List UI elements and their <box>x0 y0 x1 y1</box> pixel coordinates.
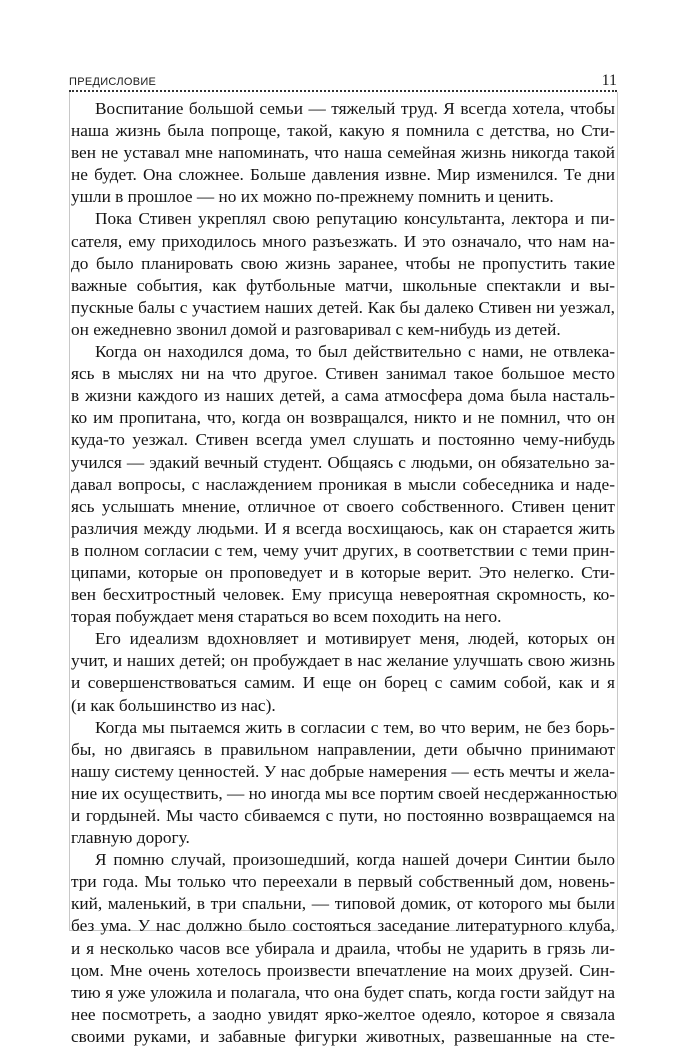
text-line: не будет. Она сложнее. Больше давления извне. Мир изменился. Те дни <box>71 165 615 185</box>
page-number: 11 <box>601 72 617 89</box>
text-line: торая побуждает меня стараться во всем походить на него. <box>71 607 502 627</box>
section-title: ПРЕДИСЛОВИЕ <box>69 76 157 88</box>
text-line: давал вопросы, с наслаждением проникая в мысли собеседника и наде- <box>71 474 615 494</box>
text-line: и я несколько часов все убирала и драила, чтобы не ударить в грязь ли- <box>71 938 615 958</box>
text-line: цом. Мне очень хотелось произвести впечатление на моих друзей. Син- <box>71 960 615 980</box>
text-line: кий, маленький, в три спальни, — типовой домик, от которого мы были <box>71 894 615 914</box>
paragraph <box>71 628 615 716</box>
text-line: в жизни каждого из наших детей, а сама атмосфера дома была насталь- <box>71 386 615 406</box>
text-line: до было планировать свою жизнь заранее, чтобы не пропустить такие <box>71 253 615 273</box>
text-line: Его идеализм вдохновляет и мотивирует меня, людей, которых он <box>95 629 615 649</box>
page-frame-right <box>617 92 618 930</box>
text-line: различия между людьми. И я всегда восхищаюсь, как он старается жить <box>71 518 615 538</box>
text-line: Когда мы пытаемся жить в согласии с тем, во что верим, не без борь- <box>95 717 615 737</box>
text-line: пускные балы с участием наших детей. Как бы далеко Стивен ни уезжал, <box>71 297 615 317</box>
text-line: три года. Мы только что переехали в первый собственный дом, новень- <box>71 872 615 892</box>
text-line: важные события, как футбольные матчи, школьные спектакли и вы- <box>71 275 615 295</box>
text-line: без ума. У нас должно было состояться заседание литературного клуба, <box>71 916 615 936</box>
text-line: сателя, ему приходилось много разъезжать. И это означало, что нам на- <box>71 231 615 251</box>
text-line: Воспитание большой семьи — тяжелый труд. Я всегда хотела, чтобы <box>95 99 615 118</box>
text-line: ние их осуществить, — но иногда мы все портим своей несдержанностью <box>71 783 618 803</box>
text-line: ясь в мыслях ни на что другое. Стивен занимал такое большое место <box>71 364 615 384</box>
text-line: нее посмотреть, а заодно увидят ярко-желтое одеяло, которое я связала <box>71 1004 615 1024</box>
text-line: Я помню случай, произошедший, когда нашей дочери Синтии было <box>95 850 615 870</box>
text-line: учит, и наших детей; он пробуждает в нас желание улучшать свою жизнь <box>71 651 615 671</box>
paragraph <box>71 98 615 208</box>
text-line: вен бесхитростный человек. Ему присуща невероятная скромность, ко- <box>71 585 615 605</box>
paragraph <box>71 341 615 628</box>
text-line: наша жизнь была попроще, такой, какую я помнила с детства, но Сти- <box>71 121 615 141</box>
page-frame-left <box>69 92 70 930</box>
text-line: ушли в прошлое — но их можно по-прежнему помнить и ценить. <box>71 187 554 207</box>
header-dotted-rule <box>69 90 617 92</box>
text-line: главную дорогу. <box>71 828 190 848</box>
text-line: учился — эдакий вечный студент. Общаясь с людьми, он обязательно за- <box>71 452 615 472</box>
text-line: Пока Стивен укреплял свою репутацию консультанта, лектора и пи- <box>95 209 615 229</box>
text-line: он ежедневно звонил домой и разговаривал с кем-нибудь из детей. <box>71 319 561 339</box>
paragraph <box>71 849 615 1048</box>
text-line: нашу систему ценностей. У нас добрые намерения — есть мечты и жела- <box>71 761 615 781</box>
text-line: своими руками, и забавные фигурки животных, развешанные на сте- <box>71 1026 615 1046</box>
text-line: тию я уже уложила и полагала, что она будет спать, когда гости зайдут на <box>71 982 615 1002</box>
running-header <box>69 68 617 90</box>
text-line: ясь услышать мнение, отличное от своего собственного. Стивен ценит <box>71 496 615 516</box>
paragraph <box>71 717 618 850</box>
paragraph <box>71 208 615 341</box>
text-line: (и как большинство из нас). <box>71 695 276 715</box>
text-line: и гордыней. Мы часто сбиваемся с пути, но постоянно возвращаемся на <box>71 806 615 825</box>
text-line: ципами, которые он проповедует и в которые верит. Это нелегко. Сти- <box>71 562 615 582</box>
body-text <box>71 98 618 1048</box>
text-line: в полном согласии с тем, чему учит других, в соответствии с теми прин- <box>71 540 615 560</box>
text-line: вен не уставал мне напоминать, что наша семейная жизнь никогда такой <box>71 143 615 163</box>
text-line: бы, но двигаясь в правильном направлении, дети обычно принимают <box>71 739 615 759</box>
text-line: ко им пропитана, что, когда он возвращался, никто и не помнил, что он <box>71 408 615 428</box>
text-line: куда-то уезжал. Стивен всегда умел слушать и постоянно чему-нибудь <box>71 430 615 450</box>
text-line: и совершенствоваться самим. И еще он борец с самим собой, как и я <box>71 673 615 693</box>
text-line: Когда он находился дома, то был действительно с нами, не отвлека- <box>95 342 615 362</box>
